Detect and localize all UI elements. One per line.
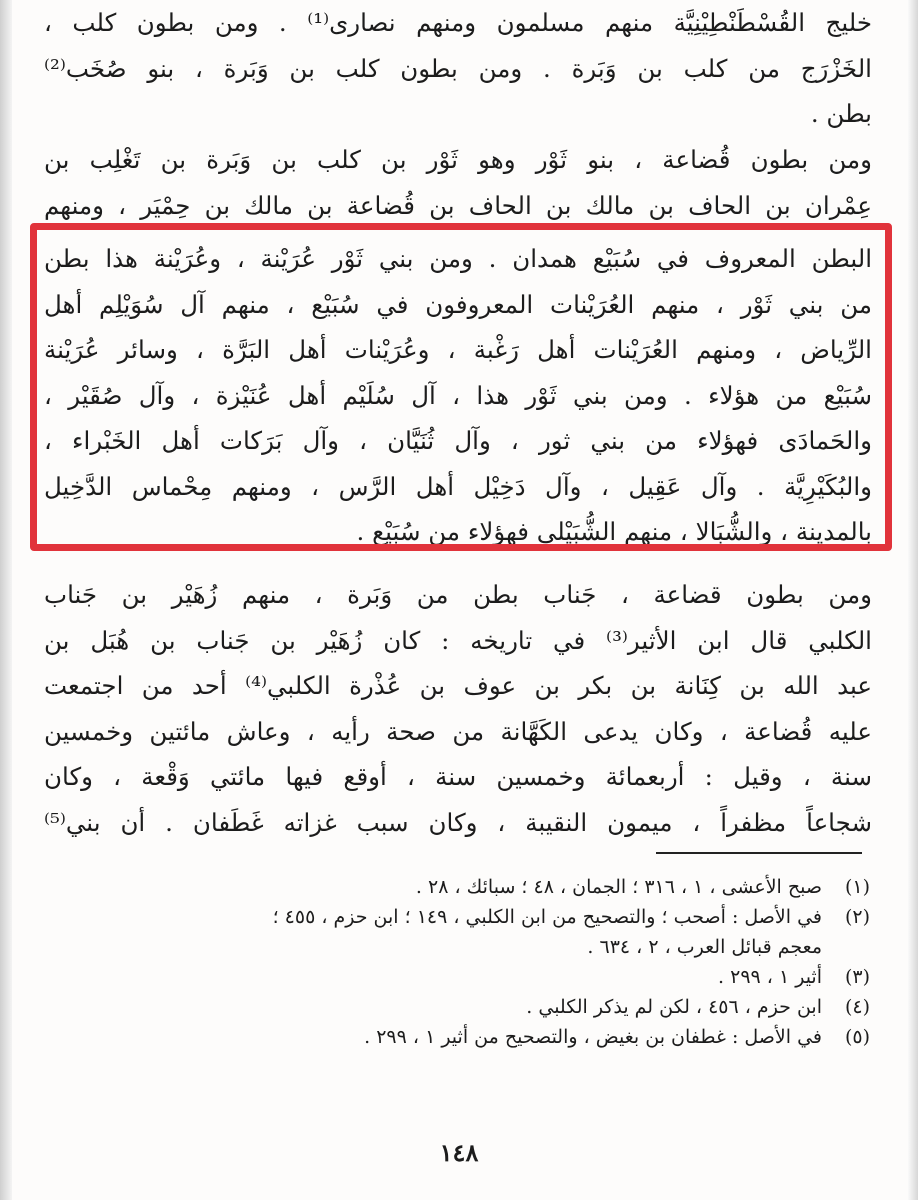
text-line: ومن بطون قضاعة ، جَناب بطن من وَبَرة ، منهم زُهَيْر بن جَناب bbox=[44, 580, 872, 609]
paragraph-2 bbox=[44, 137, 872, 228]
text-line: عبد الله بن كِنَانة بن بكر بن عوف بن عُذْرة الكلبي⁽⁴⁾ أحد من اجتمعت bbox=[44, 671, 872, 700]
footnote-number: (٣) bbox=[844, 966, 870, 988]
footnote-item bbox=[60, 902, 870, 962]
page-right-edge bbox=[908, 0, 918, 1200]
text-line: عِمْران بن الحاف بن مالك بن الحاف بن قُضاعة بن مالك بن حِمْيَر ، ومنهم bbox=[44, 190, 872, 220]
footnote-number: (١) bbox=[844, 876, 870, 898]
paragraph-4 bbox=[44, 572, 872, 845]
text-line: سنة ، وقيل : أربعمائة وخمسين سنة ، أوقع فيها مائتي وَقْعة ، وكان bbox=[44, 762, 872, 791]
text-line: ومن بطون قُضاعة ، بنو ثَوْر وهو ثَوْر بن كلب بن وَبَرة بن تَغْلِب بن bbox=[44, 145, 872, 174]
footnotes bbox=[60, 872, 870, 1052]
text-line: عليه قُضاعة ، وكان يدعى الكَهَّانة من صحة رأيه ، وعاش مائتين وخمسين bbox=[44, 716, 872, 746]
footnote-line: أثير ١ ، ٢٩٩ . bbox=[718, 966, 822, 988]
footnote-item bbox=[60, 992, 870, 1022]
footnote-item bbox=[60, 1022, 870, 1052]
footnote-text bbox=[60, 902, 822, 962]
footnote-item bbox=[60, 872, 870, 902]
footnote-text bbox=[60, 1022, 822, 1052]
text-line: من بني ثَوْر ، منهم العُرَيْنات المعروفون في سُبَيْع ، منهم آل سُوَيْلِم أهل bbox=[44, 289, 872, 319]
text-line: سُبَيْع من هؤلاء . ومن بني ثَوْر هذا ، آل سُلَيْم أهل عُنَيْزة ، وآل صُقَيْر ، bbox=[44, 380, 872, 410]
footnote-line: معجم قبائل العرب ، ٢ ، ٦٣٤ . bbox=[587, 936, 822, 958]
text-line: والبُكَيْرِيَّة . وآل عَقِيل ، وآل دَخِيْل أهل الرَّس ، ومنهم مِحْماس الدَّخِيل bbox=[44, 471, 872, 501]
footnote-divider bbox=[656, 852, 862, 854]
text-line: الرِّياض ، ومنهم العُرَيْنات أهل رَغْبة ، وعُرَيْنات أهل البَرَّة ، وسائر عُرَيْنة bbox=[44, 335, 872, 364]
text-line: خليج القُسْطَنْطِيْنِيَّة منهم مسلمون ومنهم نصارى⁽¹⁾ . ومن بطون كلب ، bbox=[44, 8, 872, 37]
footnote-item bbox=[60, 962, 870, 992]
text-line: الكلبي قال ابن الأثير⁽³⁾ في تاريخه : كان زُهَيْر بن جَناب بن هُبَل بن bbox=[44, 625, 872, 655]
text-line: البطن المعروف في سُبَيْع همدان . ومن بني ثَوْر عُرَيْنة ، وعُرَيْنة هذا بطن bbox=[44, 244, 872, 273]
footnote-text bbox=[60, 962, 822, 992]
text-line: بالمدينة ، والشُّبَالا ، منهم الشُّبَيْلي فهؤلاء من سُبَيْع . bbox=[356, 517, 872, 546]
page-left-edge bbox=[0, 0, 12, 1200]
footnote-line: صبح الأعشى ، ١ ، ٣١٦ ؛ الجمان ، ٤٨ ؛ سبائك ، ٢٨ . bbox=[415, 876, 822, 898]
footnote-text bbox=[60, 872, 822, 902]
footnote-number: (٤) bbox=[844, 996, 870, 1018]
text-line: شجاعاً مظفراً ، ميمون النقيبة ، وكان سبب غزاته غَطَفان . أن بني⁽⁵⁾ bbox=[44, 807, 872, 837]
footnote-line: في الأصل : غطفان بن بغيض ، والتصحيح من أثير ١ ، ٢٩٩ . bbox=[364, 1026, 822, 1048]
text-line: الخَزْرَج من كلب بن وَبَرة . ومن بطون كلب بن وَبَرة ، بنو صُخَب⁽²⁾ bbox=[44, 53, 872, 83]
page-number: ١٤٨ bbox=[439, 1138, 479, 1167]
highlight-annotation-box bbox=[30, 223, 892, 551]
text-line: والحَمادَى فهؤلاء من بني ثور ، وآل ثُنَيَّان ، وآل بَرَكات أهل الخَبْراء ، bbox=[44, 426, 872, 455]
footnote-text bbox=[60, 992, 822, 1022]
footnote-number: (٥) bbox=[844, 1026, 870, 1048]
text-line: بطن . bbox=[810, 99, 872, 128]
footnote-number: (٢) bbox=[844, 906, 870, 928]
paragraph-1 bbox=[44, 0, 872, 137]
footnote-line: في الأصل : أصحب ؛ والتصحيح من ابن الكلبي ، ١٤٩ ؛ ابن حزم ، ٤٥٥ ؛ bbox=[272, 906, 822, 928]
footnote-line: ابن حزم ، ٤٥٦ ، لكن لم يذكر الكلبي . bbox=[526, 996, 822, 1018]
